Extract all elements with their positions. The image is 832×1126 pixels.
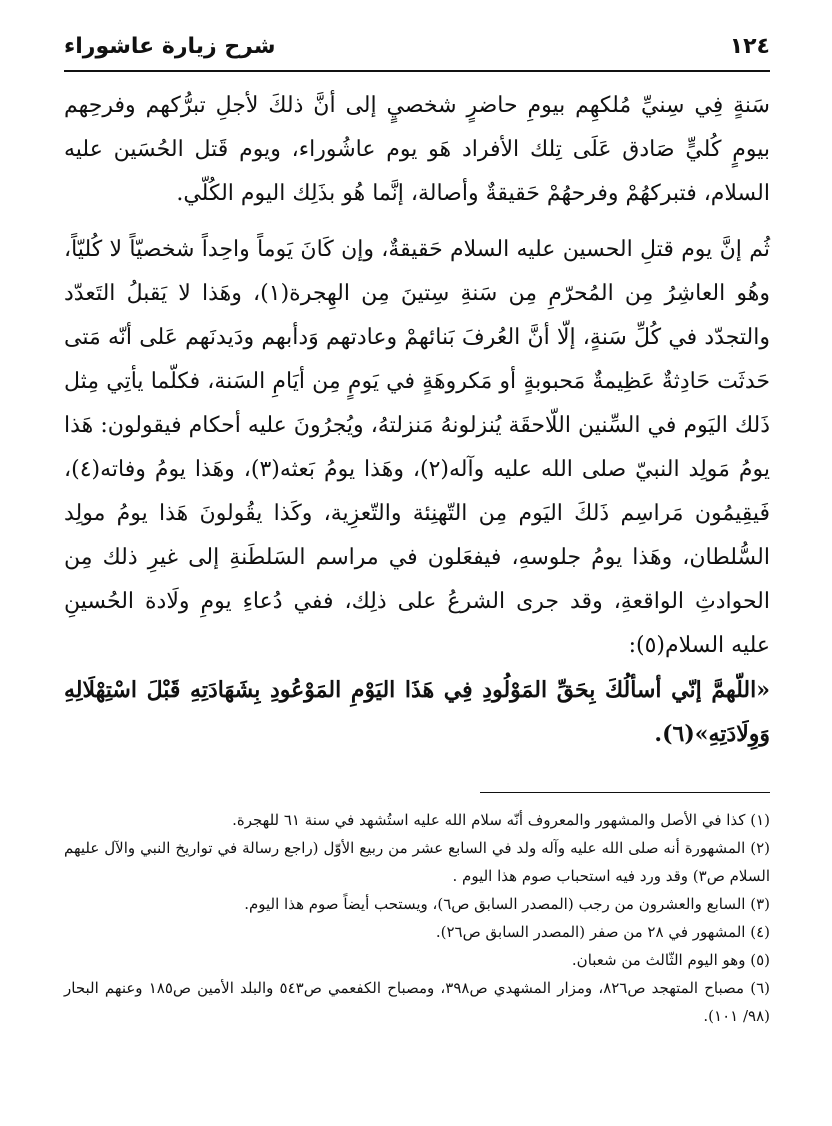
footnote-2: (٢) المشهورة أنه صلى الله عليه وآله ولد في السابع عشر من ربيع الأوّل (راجع رسالة في تواريخ النبي والآل عليهم السلام ص٣) وقد ورد فيه استحباب صوم هذا اليوم .: [64, 839, 770, 885]
footnote-6: (٦) مصباح المتهجد ص٨٢٦، ومزار المشهدي ص٣٩٨، ومصباح الكفعمي ص٥٤٣ والبلد الأمين ص١٨٥ وعنهم البحار (٩٨/ ١٠١).: [64, 979, 770, 1025]
main-text: [64, 84, 770, 756]
paragraph-2: ثُم إنَّ يوم قتلِ الحسين عليه السلام حَقيقةٌ، وإن كَانَ يَوماً واحِداً شخصيّاً لا كُليّاً، وهُو العاشِرُ مِن المُحرّمِ مِن سَنةِ سِتينَ مِن الهِجرة(١)، وهَذا لا يَقبلُ التَعدّد والتجدّد في كُلِّ سَنةٍ، إلّا أنَّ العُرفَ بَنائهمْ وعادتهم وَدأبهم ودَيدنَهم عَلى أنّه مَتى حَدثَت حَادِثةٌ عَظِيمةٌ مَحبوبةٍ أو مَكروهَةٍ في يَومٍ مِن أيَامِ السَنة، فكلّما يأتِي مِثل ذَلك اليَوم في السِّنين اللّاحقَة يُنزلونهُ مَنزلتهُ، ويُجرُونَ عليه أحكام فيقولون: هَذا يومُ مَولِد النبيّ صلى الله عليه وآله(٢)، وهَذا يومُ بَعثه(٣)، وهَذا يومُ وفاته(٤)، فَيقِيمُون مَراسِم ذَلكَ اليَوم مِن التّهنِئة والتّعزِية، وكَذا يقُولونَ هَذا يومُ مولِد السُّلطان، وهَذا يومُ جلوسهِ، فيفعَلون في مراسم السَلطَنةِ إلى غيرِ ذلك مِن الحوادثِ الواقعةِ، وقد جرى الشرعُ على ذلِك، ففي دُعاءِ يومِ ولَادة الحُسينِ عليه السلام(٥):: [64, 237, 771, 658]
footnote-divider: [480, 792, 770, 793]
paragraph-1: سَنةٍ فِي سِنيِّ مُلكهِم بيومِ حاضرٍ شخصيٍ إلى أنَّ ذلكَ لأجلِ تبرُّكهم وفرحِهم بيومٍ كُليٍّ صَادق عَلَى تِلك الأفراد هَو يوم عاشُوراء، ويوم قَتل الحُسَين عليه السلام، فتبركهُمْ وفرحهُمْ حَقيقةٌ وأصالة، إنَّما هُو بذَلِك اليوم الكُلّي.: [64, 93, 770, 206]
footnote-4: (٤) المشهور في ٢٨ من صفر (المصدر السابق ص٢٦).: [435, 923, 770, 941]
page-header: [64, 34, 770, 68]
footnote-5: (٥) وهو اليوم الثّالث من شعبان.: [571, 951, 770, 969]
supplication-quote: «اللّهمَّ إنّي أسألُكَ بِحَقِّ المَوْلُودِ فِي هَذَا اليَوْمِ المَوْعُودِ بِشَهَادَتِهِ قَبْلَ اسْتِهْلَالِهِ وَوِلَادَتِهِ»(٦).: [64, 677, 770, 747]
footnotes: [64, 806, 770, 1030]
header-divider: [64, 70, 770, 72]
footnote-3: (٣) السابع والعشرون من رجب (المصدر السابق ص٦)، ويستحب أيضاً صوم هذا اليوم.: [244, 895, 770, 913]
footnote-1: (١) كذا في الأصل والمشهور والمعروف أنّه سلام الله عليه استُشهد في سنة ٦١ للهجرة.: [232, 811, 770, 829]
page-number: ١٢٤: [729, 34, 770, 59]
running-title: شرح زيارة عاشوراء: [64, 34, 276, 59]
